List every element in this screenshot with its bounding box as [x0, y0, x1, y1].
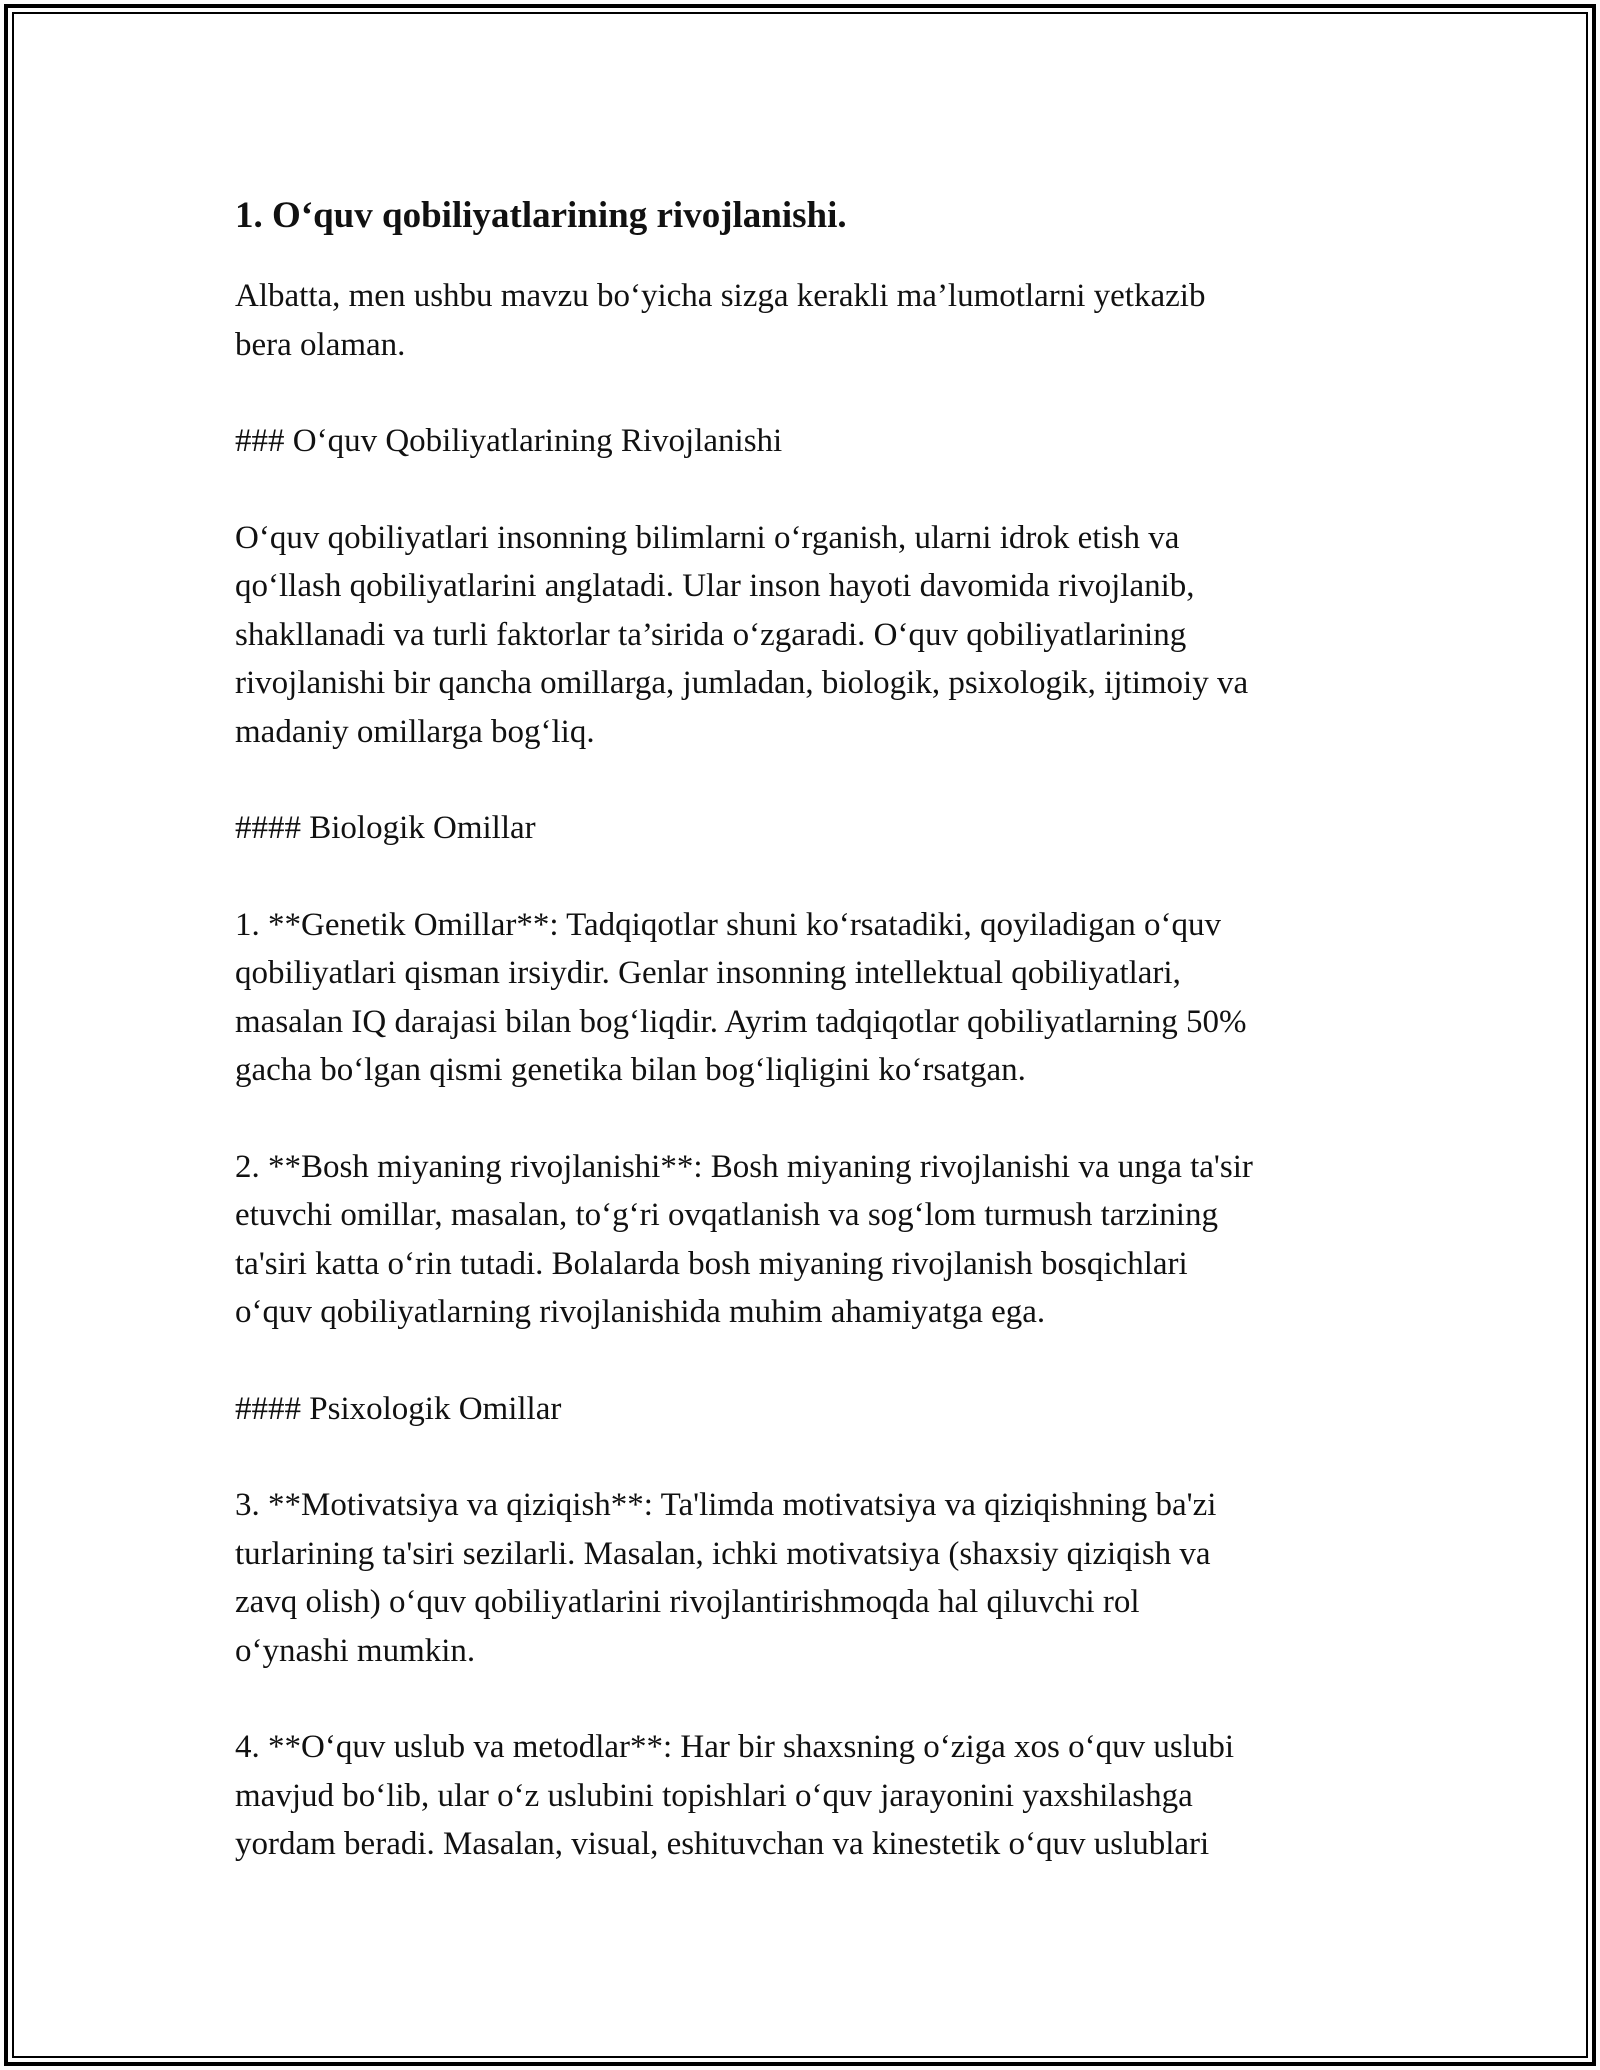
- list-item-motivatsiya: 3. **Motivatsiya va qiziqish**: Ta'limda motivatsiya va qiziqishning ba'zi turlarining ta'siri sezilarli. Masalan, ichki motivatsiya (shaxsiy qiziqish va zavq olish) o‘quv qobiliyatlarini rivojlantirishmoqda hal qiluvchi rol o‘ynashi mumkin.: [235, 1487, 1217, 1669]
- subheading-psixologik: #### Psixologik Omillar: [235, 1390, 562, 1427]
- document-page: [235, 188, 1395, 1917]
- document-title: 1. O‘quv qobiliyatlarining rivojlanishi.: [235, 195, 847, 236]
- overview-paragraph: O‘quv qobiliyatlari insonning bilimlarni o‘rganish, ularni idrok etish va qo‘llash qobiliyatlarini anglatadi. Ular inson hayoti davomida rivojlanib, shakllanadi va turli faktorlar ta’sirida o‘zgaradi. O‘quv qobiliyatlarining rivojlanishi bir qancha omillarga, jumladan, biologik, psixologik, ijtimoiy va madaniy omillarga bog‘liq.: [235, 519, 1249, 750]
- section-heading-main: ### O‘quv Qobiliyatlarining Rivojlanishi: [235, 423, 783, 459]
- list-item-bosh-miya: 2. **Bosh miyaning rivojlanishi**: Bosh miyaning rivojlanishi va unga ta'sir etuvchi omillar, masalan, to‘g‘ri ovqatlanish va sog‘lom turmush tarzining ta'siri katta o‘rin tutadi. Bolalarda bosh miyaning rivojlanish bosqichlari o‘quv qobiliyatlarning rivojlanishida muhim ahamiyatga ega.: [235, 1148, 1253, 1330]
- intro-paragraph: Albatta, men ushbu mavzu bo‘yicha sizga kerakli ma’lumotlarni yetkazib bera olaman.: [235, 278, 1206, 363]
- list-item-genetik: 1. **Genetik Omillar**: Tadqiqotlar shuni ko‘rsatadiki, qoyiladigan o‘quv qobiliyatlari qisman irsiydir. Genlar insonning intellektual qobiliyatlari, masalan IQ darajasi bilan bog‘liqdir. Ayrim tadqiqotlar qobiliyatlarning 50% gacha bo‘lgan qismi genetika bilan bog‘liqligini ko‘rsatgan.: [235, 906, 1247, 1088]
- subheading-biologik: #### Biologik Omillar: [235, 810, 536, 846]
- list-item-uslub: 4. **O‘quv uslub va metodlar**: Har bir shaxsning o‘ziga xos o‘quv uslubi mavjud bo‘lib, ular o‘z uslubini topishlari o‘quv jarayonini yaxshilashga yordam beradi. Masalan, visual, eshituvchan va kinestetik o‘quv uslublari: [235, 1729, 1235, 1862]
